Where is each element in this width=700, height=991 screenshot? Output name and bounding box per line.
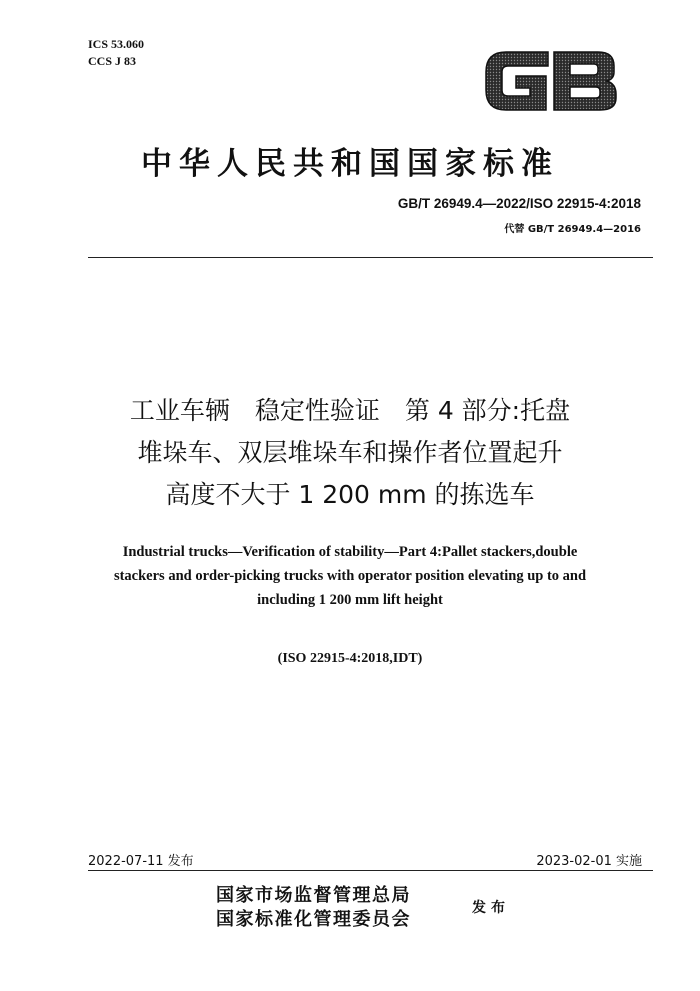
ccs-code: CCS J 83: [88, 54, 137, 68]
chinese-title: [0, 390, 700, 516]
publisher-name: 国家市场监督管理总局: [216, 885, 411, 906]
chinese-title-line: 高度不大于 1 200 mm 的拣选车: [165, 480, 535, 509]
standard-number: GB/T 26949.4—2022/ISO 22915-4:2018: [397, 196, 641, 211]
replaces-note: 代替 GB/T 26949.4—2016: [504, 224, 641, 235]
footer-divider: [88, 870, 653, 871]
publishers: [216, 884, 411, 932]
iso-equivalence: (ISO 22915-4:2018,IDT): [277, 651, 423, 666]
ics-code: ICS 53.060: [88, 37, 145, 51]
english-title-line: Industrial trucks—Verification of stability—Part 4:Pallet stackers,double: [122, 544, 578, 560]
publisher-name: 国家标准化管理委员会: [216, 909, 411, 930]
english-title-line: including 1 200 mm lift height: [257, 592, 443, 608]
national-standard-heading: 中华人民共和国国家标准: [141, 146, 559, 182]
issue-date: 2022-07-11 发布: [88, 854, 194, 869]
implementation-date: 2023-02-01 实施: [536, 854, 642, 869]
chinese-title-line: 堆垛车、双层堆垛车和操作者位置起升: [137, 438, 563, 467]
english-title-line: stackers and order-picking trucks with operator position elevating up to and: [113, 568, 587, 584]
gb-logo: [480, 44, 622, 118]
chinese-title-line: 工业车辆 稳定性验证 第 4 部分:托盘: [129, 396, 571, 425]
publish-word: 发布: [472, 900, 510, 916]
header-divider: [88, 257, 653, 258]
english-title: [0, 540, 700, 612]
classification-codes: [88, 36, 144, 70]
